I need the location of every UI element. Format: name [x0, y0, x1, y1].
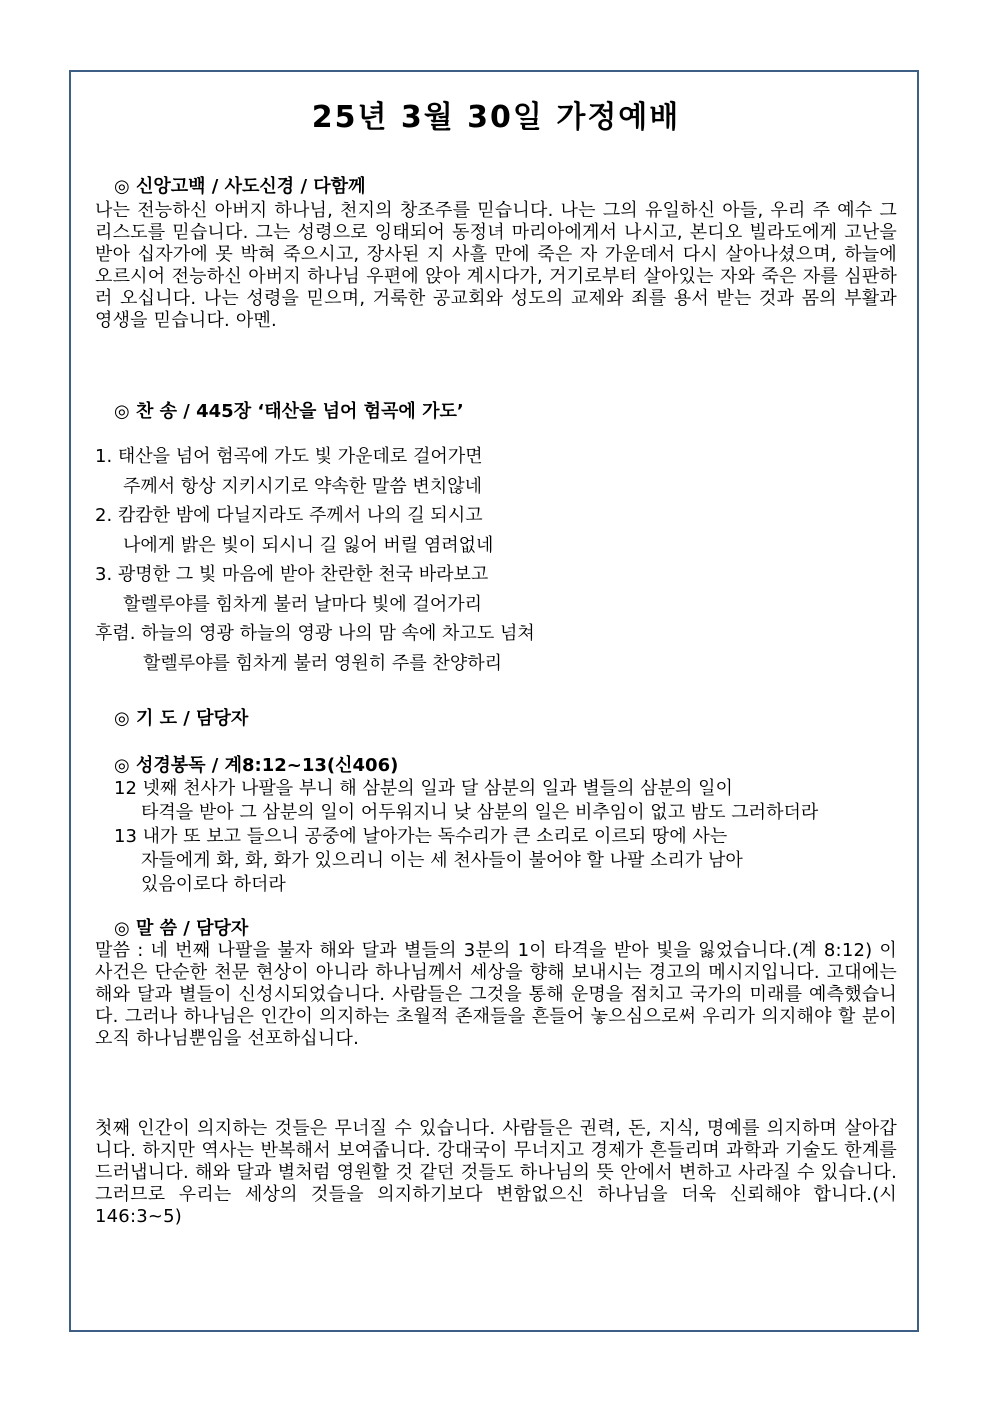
hymn-line: 후렴. 하늘의 영광 하늘의 영광 나의 맘 속에 차고도 넘쳐: [95, 623, 535, 644]
scripture-line: 12 넷째 천사가 나팔을 부니 해 삼분의 일과 달 삼분의 일과 별들의 삼분의 일이: [114, 778, 733, 799]
sermon-paragraph-1: 말씀 : 네 번째 나팔을 불자 해와 달과 별들의 3분의 1이 타격을 받아 빛을 잃었습니다.(계 8:12) 이 사건은 단순한 천문 현상이 아니라 하나님께서 세상을 향해 보내시는 경고의 메시지입니다. 고대에는 해와 달과 별들이 신성시되었습니다. 사람들은 그것을 통해 운명을 점치고 국가의 미래를 예측했습니다. 그러나 하나님은 인간이 의지하는 초월적 존재들을 흔들어 놓으심으로써 우리가 의지해야 할 분이 오직 하나님뿐임을 선포하십니다.: [95, 940, 897, 1049]
creed-text: 나는 전능하신 아버지 하나님, 천지의 창조주를 믿습니다. 나는 그의 유일하신 아들, 우리 주 예수 그리스도를 믿습니다. 그는 성령으로 잉태되어 동정녀 마리아에게서 나시고, 본디오 빌라도에게 고난을 받아 십자가에 못 박혀 죽으시고, 장사된 지 사흘 만에 죽은 자 가운데서 다시 살아나셨으며, 하늘에 오르시어 전능하신 아버지 하나님 우편에 앉아 계시다가, 거기로부터 살아있는 자와 죽은 자를 심판하러 오십니다. 나는 성령을 믿으며, 거룩한 공교회와 성도의 교제와 죄를 용서 받는 것과 몸의 부활과 영생을 믿습니다. 아멘.: [95, 200, 897, 331]
scripture-line: 타격을 받아 그 삼분의 일이 어두워지니 낮 삼분의 일은 비추임이 없고 밤도 그러하더라: [141, 802, 819, 823]
hymn-line: 할렐루야를 힘차게 불러 영원히 주를 찬양하리: [143, 652, 502, 674]
hymn-line: 2. 캄캄한 밤에 다닐지라도 주께서 나의 길 되시고: [95, 505, 483, 526]
scripture-text: [114, 777, 904, 897]
scripture-line: 있음이로다 하더라: [141, 874, 286, 895]
scripture-line: 13 내가 또 보고 들으니 공중에 날아가는 독수리가 큰 소리로 이르되 땅에 사는: [114, 826, 728, 847]
sermon-heading: ◎ 말 씀 / 담당자: [114, 918, 249, 939]
hymn-line: 할렐루야를 힘차게 불러 날마다 빛에 걸어가리: [123, 593, 482, 615]
creed-heading: ◎ 신앙고백 / 사도신경 / 다함께: [114, 176, 366, 197]
scripture-line: 자들에게 화, 화, 화가 있으리니 이는 세 천사들이 불어야 할 나팔 소리가 남아: [141, 850, 743, 871]
page-title: 25년 3월 30일 가정예배: [311, 100, 681, 135]
hymn-lyrics: [95, 442, 897, 678]
scripture-heading: ◎ 성경봉독 / 계8:12~13(신406): [114, 755, 399, 776]
hymn-line: 나에게 밝은 빛이 되시니 길 잃어 버릴 염려없네: [123, 534, 494, 556]
hymn-line: 3. 광명한 그 빛 마음에 받아 찬란한 천국 바라보고: [95, 564, 489, 585]
sermon-paragraph-2: 첫째 인간이 의지하는 것들은 무너질 수 있습니다. 사람들은 권력, 돈, 지식, 명예를 의지하며 살아갑니다. 하지만 역사는 반복해서 보여줍니다. 강대국이 무너지고 경제가 흔들리며 과학과 기술도 한계를 드러냅니다. 해와 달과 별처럼 영원할 것 같던 것들도 하나님의 뜻 안에서 변하고 사라질 수 있습니다. 그러므로 우리는 세상의 것들을 의지하기보다 변함없으신 하나님을 더욱 신뢰해야 합니다.(시 146:3~5): [95, 1118, 897, 1227]
hymn-line: 주께서 항상 지키시기로 약속한 말씀 변치않네: [123, 475, 482, 497]
hymn-line: 1. 태산을 넘어 험곡에 가도 빛 가운데로 걸어가면: [95, 446, 483, 467]
prayer-heading: ◎ 기 도 / 담당자: [114, 708, 249, 729]
hymn-heading: ◎ 찬 송 / 445장 ‘태산을 넘어 험곡에 가도’: [114, 401, 464, 422]
